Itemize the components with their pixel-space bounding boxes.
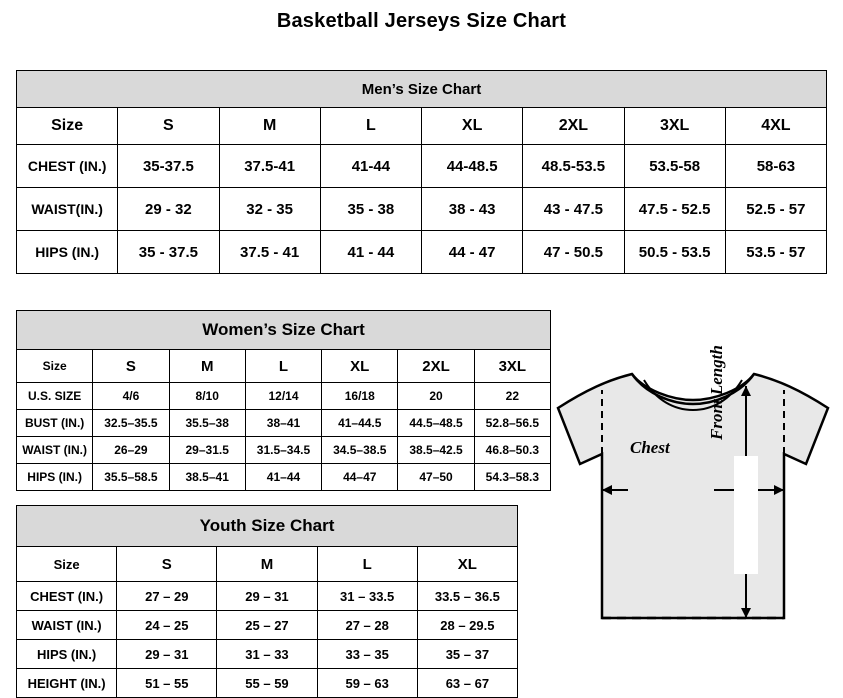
column-header-xl: XL	[417, 547, 517, 582]
row-label-hips: HIPS (IN.)	[17, 231, 118, 274]
table-caption-row	[17, 311, 551, 350]
column-header-size: Size	[17, 547, 117, 582]
cell-value: 34.5–38.5	[322, 437, 398, 464]
youth-size-chart-table	[16, 505, 518, 698]
cell-value: 55 – 59	[217, 669, 317, 698]
column-header-m: M	[217, 547, 317, 582]
column-header-s: S	[93, 350, 169, 383]
table-header-row	[17, 108, 827, 145]
table-row	[17, 145, 827, 188]
column-header-3xl: 3XL	[624, 108, 725, 145]
cell-value: 38.5–42.5	[398, 437, 474, 464]
chest-label: Chest	[630, 438, 670, 457]
cell-value: 8/10	[169, 383, 245, 410]
column-header-m: M	[219, 108, 320, 145]
table-header-row	[17, 350, 551, 383]
table-caption-row	[17, 506, 518, 547]
column-header-size: Size	[17, 350, 93, 383]
cell-value: 44-48.5	[422, 145, 523, 188]
table-row	[17, 640, 518, 669]
cell-value: 33 – 35	[317, 640, 417, 669]
row-label-chest: CHEST (IN.)	[17, 145, 118, 188]
cell-value: 44 - 47	[422, 231, 523, 274]
womens-size-chart-table	[16, 310, 551, 491]
cell-value: 41–44.5	[322, 410, 398, 437]
cell-value: 53.5-58	[624, 145, 725, 188]
cell-value: 28 – 29.5	[417, 611, 517, 640]
cell-value: 59 – 63	[317, 669, 417, 698]
table-row	[17, 410, 551, 437]
womens-chart-caption: Women’s Size Chart	[17, 311, 551, 350]
cell-value: 35.5–58.5	[93, 464, 169, 491]
column-header-2xl: 2XL	[398, 350, 474, 383]
cell-value: 12/14	[245, 383, 321, 410]
cell-value: 43 - 47.5	[523, 188, 624, 231]
column-header-s: S	[118, 108, 219, 145]
cell-value: 24 – 25	[117, 611, 217, 640]
youth-chart-caption: Youth Size Chart	[17, 506, 518, 547]
cell-value: 27 – 29	[117, 582, 217, 611]
table-header-row	[17, 547, 518, 582]
cell-value: 16/18	[322, 383, 398, 410]
cell-value: 38 - 43	[422, 188, 523, 231]
cell-value: 33.5 – 36.5	[417, 582, 517, 611]
cell-value: 47.5 - 52.5	[624, 188, 725, 231]
table-row	[17, 383, 551, 410]
row-label-height: HEIGHT (IN.)	[17, 669, 117, 698]
cell-value: 38.5–41	[169, 464, 245, 491]
cell-value: 35 - 37.5	[118, 231, 219, 274]
row-label-us-size: U.S. SIZE	[17, 383, 93, 410]
mens-size-chart-table	[16, 70, 827, 274]
column-header-4xl: 4XL	[725, 108, 826, 145]
cell-value: 41–44	[245, 464, 321, 491]
cell-value: 41 - 44	[320, 231, 421, 274]
column-header-l: L	[317, 547, 417, 582]
front-length-label-backing	[734, 456, 758, 574]
cell-value: 22	[474, 383, 550, 410]
table-row	[17, 188, 827, 231]
cell-value: 35 - 38	[320, 188, 421, 231]
cell-value: 26–29	[93, 437, 169, 464]
table-row	[17, 582, 518, 611]
cell-value: 35.5–38	[169, 410, 245, 437]
front-length-label: Front Length	[707, 345, 726, 440]
cell-value: 53.5 - 57	[725, 231, 826, 274]
column-header-3xl: 3XL	[474, 350, 550, 383]
cell-value: 29 – 31	[117, 640, 217, 669]
cell-value: 48.5-53.5	[523, 145, 624, 188]
row-label-waist: WAIST(IN.)	[17, 188, 118, 231]
column-header-l: L	[245, 350, 321, 383]
row-label-hips: HIPS (IN.)	[17, 464, 93, 491]
cell-value: 37.5-41	[219, 145, 320, 188]
cell-value: 32.5–35.5	[93, 410, 169, 437]
cell-value: 54.3–58.3	[474, 464, 550, 491]
row-label-waist: WAIST (IN.)	[17, 611, 117, 640]
cell-value: 51 – 55	[117, 669, 217, 698]
cell-value: 27 – 28	[317, 611, 417, 640]
cell-value: 47 - 50.5	[523, 231, 624, 274]
column-header-l: L	[320, 108, 421, 145]
table-row	[17, 464, 551, 491]
cell-value: 44–47	[322, 464, 398, 491]
cell-value: 44.5–48.5	[398, 410, 474, 437]
cell-value: 29 – 31	[217, 582, 317, 611]
cell-value: 35-37.5	[118, 145, 219, 188]
table-caption-row	[17, 71, 827, 108]
cell-value: 4/6	[93, 383, 169, 410]
cell-value: 31.5–34.5	[245, 437, 321, 464]
jersey-measurement-diagram	[548, 360, 838, 670]
cell-value: 31 – 33	[217, 640, 317, 669]
table-row	[17, 611, 518, 640]
cell-value: 41-44	[320, 145, 421, 188]
table-row	[17, 231, 827, 274]
cell-value: 25 – 27	[217, 611, 317, 640]
cell-value: 37.5 - 41	[219, 231, 320, 274]
cell-value: 50.5 - 53.5	[624, 231, 725, 274]
cell-value: 58-63	[725, 145, 826, 188]
chest-label-backing	[628, 478, 714, 502]
mens-chart-caption: Men’s Size Chart	[17, 71, 827, 108]
row-label-hips: HIPS (IN.)	[17, 640, 117, 669]
table-row	[17, 437, 551, 464]
cell-value: 52.8–56.5	[474, 410, 550, 437]
column-header-s: S	[117, 547, 217, 582]
cell-value: 47–50	[398, 464, 474, 491]
cell-value: 63 – 67	[417, 669, 517, 698]
cell-value: 38–41	[245, 410, 321, 437]
column-header-xl: XL	[322, 350, 398, 383]
cell-value: 20	[398, 383, 474, 410]
cell-value: 29–31.5	[169, 437, 245, 464]
cell-value: 31 – 33.5	[317, 582, 417, 611]
row-label-bust: BUST (IN.)	[17, 410, 93, 437]
column-header-2xl: 2XL	[523, 108, 624, 145]
column-header-m: M	[169, 350, 245, 383]
row-label-chest: CHEST (IN.)	[17, 582, 117, 611]
cell-value: 29 - 32	[118, 188, 219, 231]
cell-value: 32 - 35	[219, 188, 320, 231]
row-label-waist: WAIST (IN.)	[17, 437, 93, 464]
column-header-xl: XL	[422, 108, 523, 145]
column-header-size: Size	[17, 108, 118, 145]
page-title: Basketball Jerseys Size Chart	[276, 10, 567, 32]
cell-value: 52.5 - 57	[725, 188, 826, 231]
cell-value: 46.8–50.3	[474, 437, 550, 464]
cell-value: 35 – 37	[417, 640, 517, 669]
table-row	[17, 669, 518, 698]
